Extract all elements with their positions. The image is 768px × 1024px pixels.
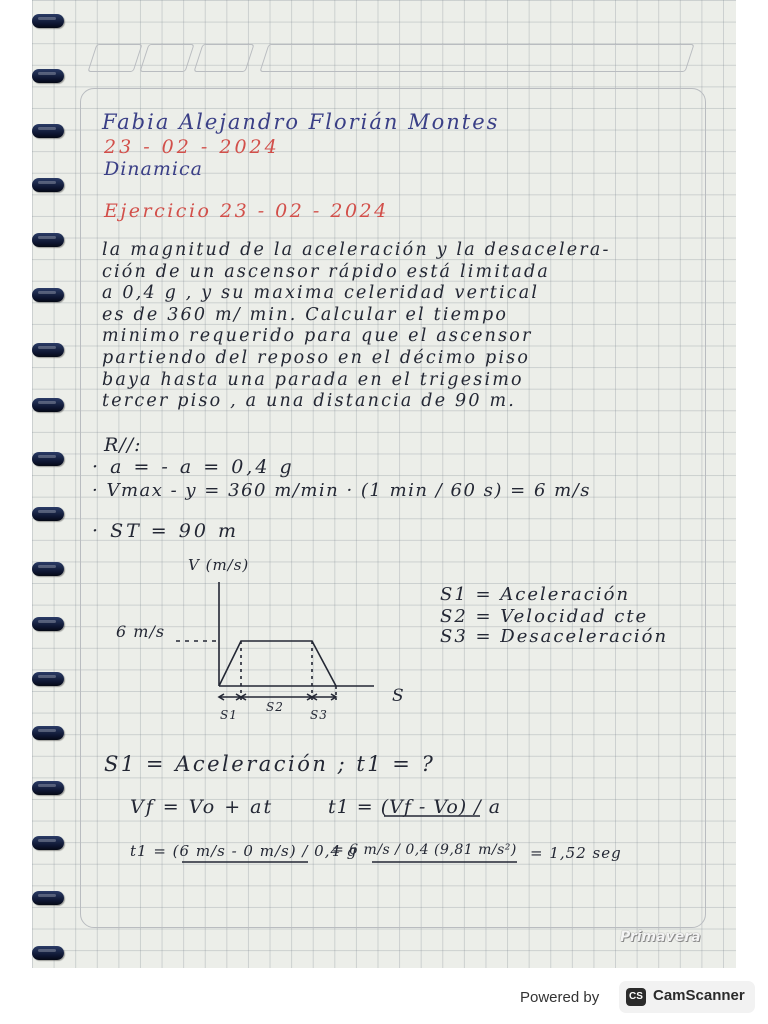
solution-label: R//: <box>104 434 142 456</box>
problem-line: minimo requerido para que el ascensor <box>102 326 533 347</box>
formula-time: t1 = (Vf - Vo) / a <box>328 796 502 818</box>
given-max-velocity: · Vmax - y = 360 m/min · (1 min / 60 s) = 6 m/s <box>92 480 591 501</box>
legend-s1: S1 = Aceleración <box>440 584 631 605</box>
calc-time-fraction: t1 = (6 m/s - 0 m/s) / 0,4 g <box>130 842 358 860</box>
powered-by-text: Powered by <box>520 989 600 1006</box>
velocity-trapezoid <box>219 641 336 686</box>
step-title: S1 = Aceleración ; t1 = ? <box>104 752 436 776</box>
calc-time-substituted: = 6 m/s / 0,4 (9,81 m/s²) <box>332 842 517 858</box>
primavera-logo: Primavera <box>620 929 701 945</box>
exercise-title: Ejercicio 23 - 02 - 2024 <box>104 200 389 222</box>
graph-x-label: S <box>392 686 405 706</box>
camscanner-name: CamScanner <box>653 987 745 1004</box>
graph-level-label: 6 m/s <box>116 622 166 641</box>
segment-label-s1: S1 <box>220 708 238 722</box>
camscanner-logo-icon: CS <box>626 988 646 1006</box>
segment-label-s3: S3 <box>310 708 328 722</box>
problem-line: baya hasta una parada en el trigesimo <box>102 369 524 390</box>
student-name: Fabia Alejandro Florián Montes <box>102 110 500 134</box>
scanned-page <box>32 0 736 968</box>
given-acceleration: · a = - a = 0,4 g <box>92 456 295 478</box>
problem-line: es de 360 m/ min. Calcular el tiempo <box>102 304 509 325</box>
velocity-graph <box>32 0 736 968</box>
calc-result: = 1,52 seg <box>530 844 622 862</box>
legend-s3: S3 = Desaceleración <box>440 626 669 647</box>
problem-line: ción de un ascensor rápido está limitada <box>102 261 551 282</box>
graph-y-label: V (m/s) <box>188 556 250 574</box>
problem-line: tercer piso , a una distancia de 90 m. <box>102 391 516 412</box>
problem-line: partiendo del reposo en el décimo piso <box>102 348 531 368</box>
camscanner-badge <box>619 981 755 1013</box>
header-date: 23 - 02 - 2024 <box>104 136 280 158</box>
header-subject: Dinamica <box>104 158 203 180</box>
legend-s2: S2 = Velocidad cte <box>440 606 649 627</box>
problem-line: a 0,4 g , y su maxima celeridad vertical <box>102 283 540 304</box>
problem-line: la magnitud de la aceleración y la desacelera- <box>102 240 611 260</box>
segment-label-s2: S2 <box>266 700 284 714</box>
formula-velocity: Vf = Vo + at <box>130 796 274 818</box>
given-total-distance: · ST = 90 m <box>92 520 239 542</box>
